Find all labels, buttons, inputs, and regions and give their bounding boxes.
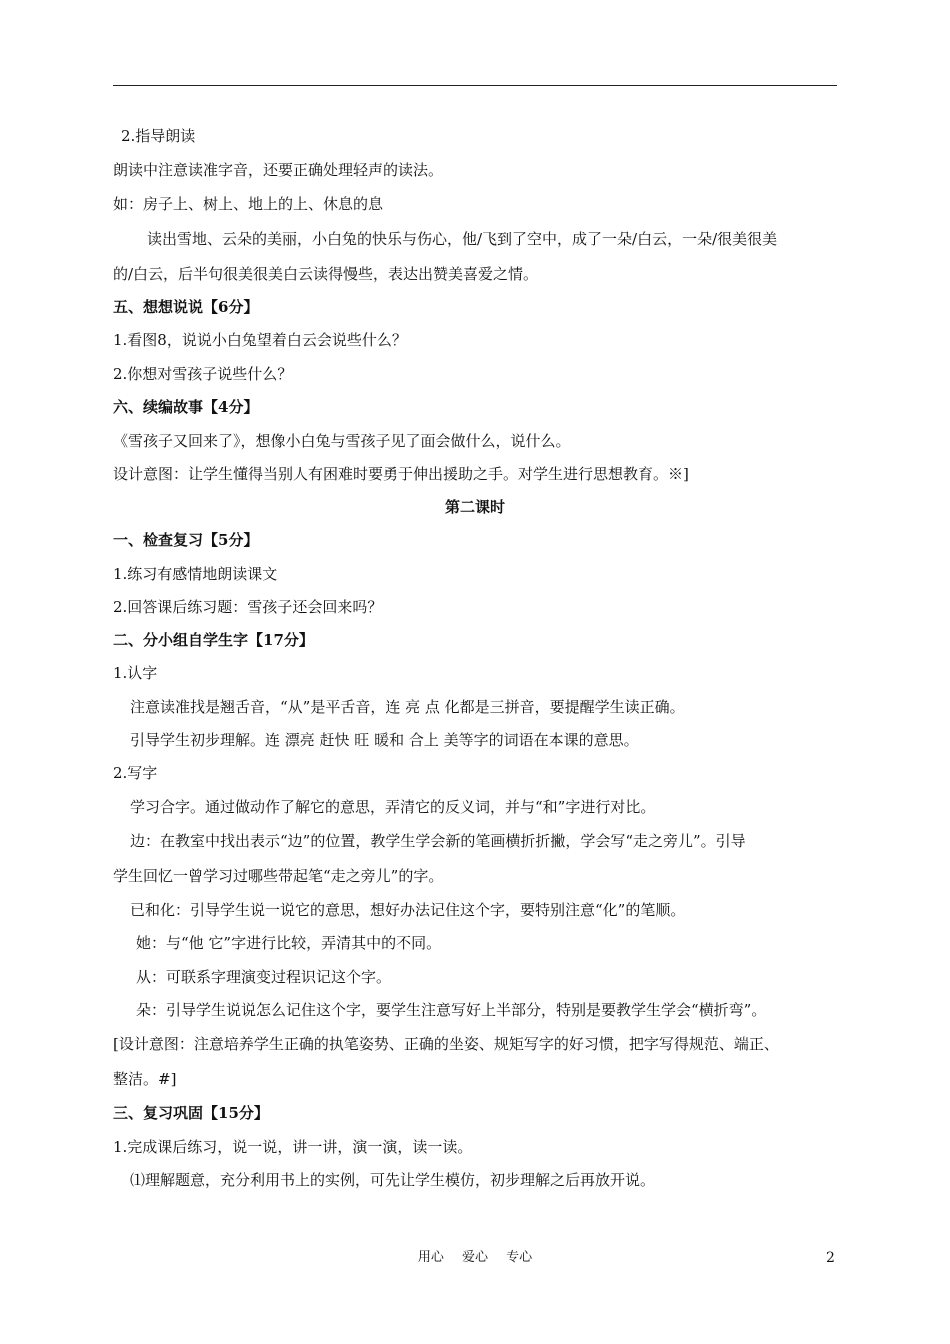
text-line: 朵：引导学生说说怎么记住这个字，要学生注意写好上半部分，特别是要教学生学会“横折弯”。 xyxy=(136,1001,767,1019)
page-number: 2 xyxy=(826,1250,835,1266)
text-line: [设计意图：注意培养学生正确的执笔姿势、正确的坐姿、规矩写字的好习惯，把字写得规范、端正、 xyxy=(113,1035,779,1053)
text-line: 读出雪地、云朵的美丽，小白兔的快乐与伤心，他/飞到了空中，成了一朵/白云，一朵/很美很美 xyxy=(147,230,778,248)
section-heading: 六、续编故事【4分】 xyxy=(113,398,259,416)
text-line: 1.认字 xyxy=(113,664,158,682)
text-line: 2.你想对雪孩子说些什么？ xyxy=(113,365,293,383)
section-heading: 一、检查复习【5分】 xyxy=(113,531,259,549)
section-heading: 五、想想说说【6分】 xyxy=(113,298,259,316)
text-line: 她：与“他 它”字进行比较，弄清其中的不同。 xyxy=(136,934,442,952)
text-line: ⑴理解题意，充分利用书上的实例，可先让学生模仿，初步理解之后再放开说。 xyxy=(130,1171,656,1189)
page-footer: 用心 爱心 专心 xyxy=(417,1250,533,1265)
text-line: 学生回忆一曾学习过哪些带起笔“走之旁儿”的字。 xyxy=(113,867,444,885)
text-line: 1.练习有感情地朗读课文 xyxy=(113,565,278,583)
text-line: 1.完成课后练习，说一说，讲一讲，演一演，读一读。 xyxy=(113,1138,473,1156)
text-line: 1.看图8，说说小白兔望着白云会说些什么？ xyxy=(113,331,407,349)
text-line: 2.写字 xyxy=(113,764,158,782)
text-line: 学习合字。通过做动作了解它的意思，弄清它的反义词，并与“和”字进行对比。 xyxy=(130,798,656,816)
text-line: 的/白云，后半句很美很美白云读得慢些，表达出赞美喜爱之情。 xyxy=(113,265,539,283)
text-line: 2.回答课后练习题：雪孩子还会回来吗？ xyxy=(113,598,383,616)
section-heading: 二、分小组自学生字【17分】 xyxy=(113,631,314,649)
text-line: 从：可联系字理演变过程识记这个字。 xyxy=(136,968,392,986)
text-line: 如：房子上、树上、地上的上、休息的息 xyxy=(113,195,384,213)
text-line: 整洁。#] xyxy=(113,1070,177,1088)
text-line: 引导学生初步理解。连 漂亮 赶快 旺 暖和 合上 美等字的词语在本课的意思。 xyxy=(130,731,639,749)
text-line: 已和化：引导学生说一说它的意思，想好办法记住这个字，要特别注意“化”的笔顺。 xyxy=(130,901,686,919)
section-heading: 三、复习巩固【15分】 xyxy=(113,1104,269,1122)
text-line: 注意读准找是翘舌音，“从”是平舌音，连 亮 点 化都是三拼音，要提醒学生读正确。 xyxy=(130,698,685,716)
text-line: 《雪孩子又回来了》，想像小白兔与雪孩子见了面会做什么，说什么。 xyxy=(113,432,571,450)
text-line: 2.指导朗读 xyxy=(121,127,196,145)
text-line: 设计意图：让学生懂得当别人有困难时要勇于伸出援助之手。对学生进行思想教育。※] xyxy=(113,465,689,483)
text-line: 朗读中注意读准字音，还要正确处理轻声的读法。 xyxy=(113,161,444,179)
text-line: 边：在教室中找出表示“边”的位置，教学生学会新的笔画横折折撇，学会写“走之旁儿”。引导 xyxy=(130,832,746,850)
lesson-title: 第二课时 xyxy=(444,498,505,516)
header-rule xyxy=(113,85,837,86)
